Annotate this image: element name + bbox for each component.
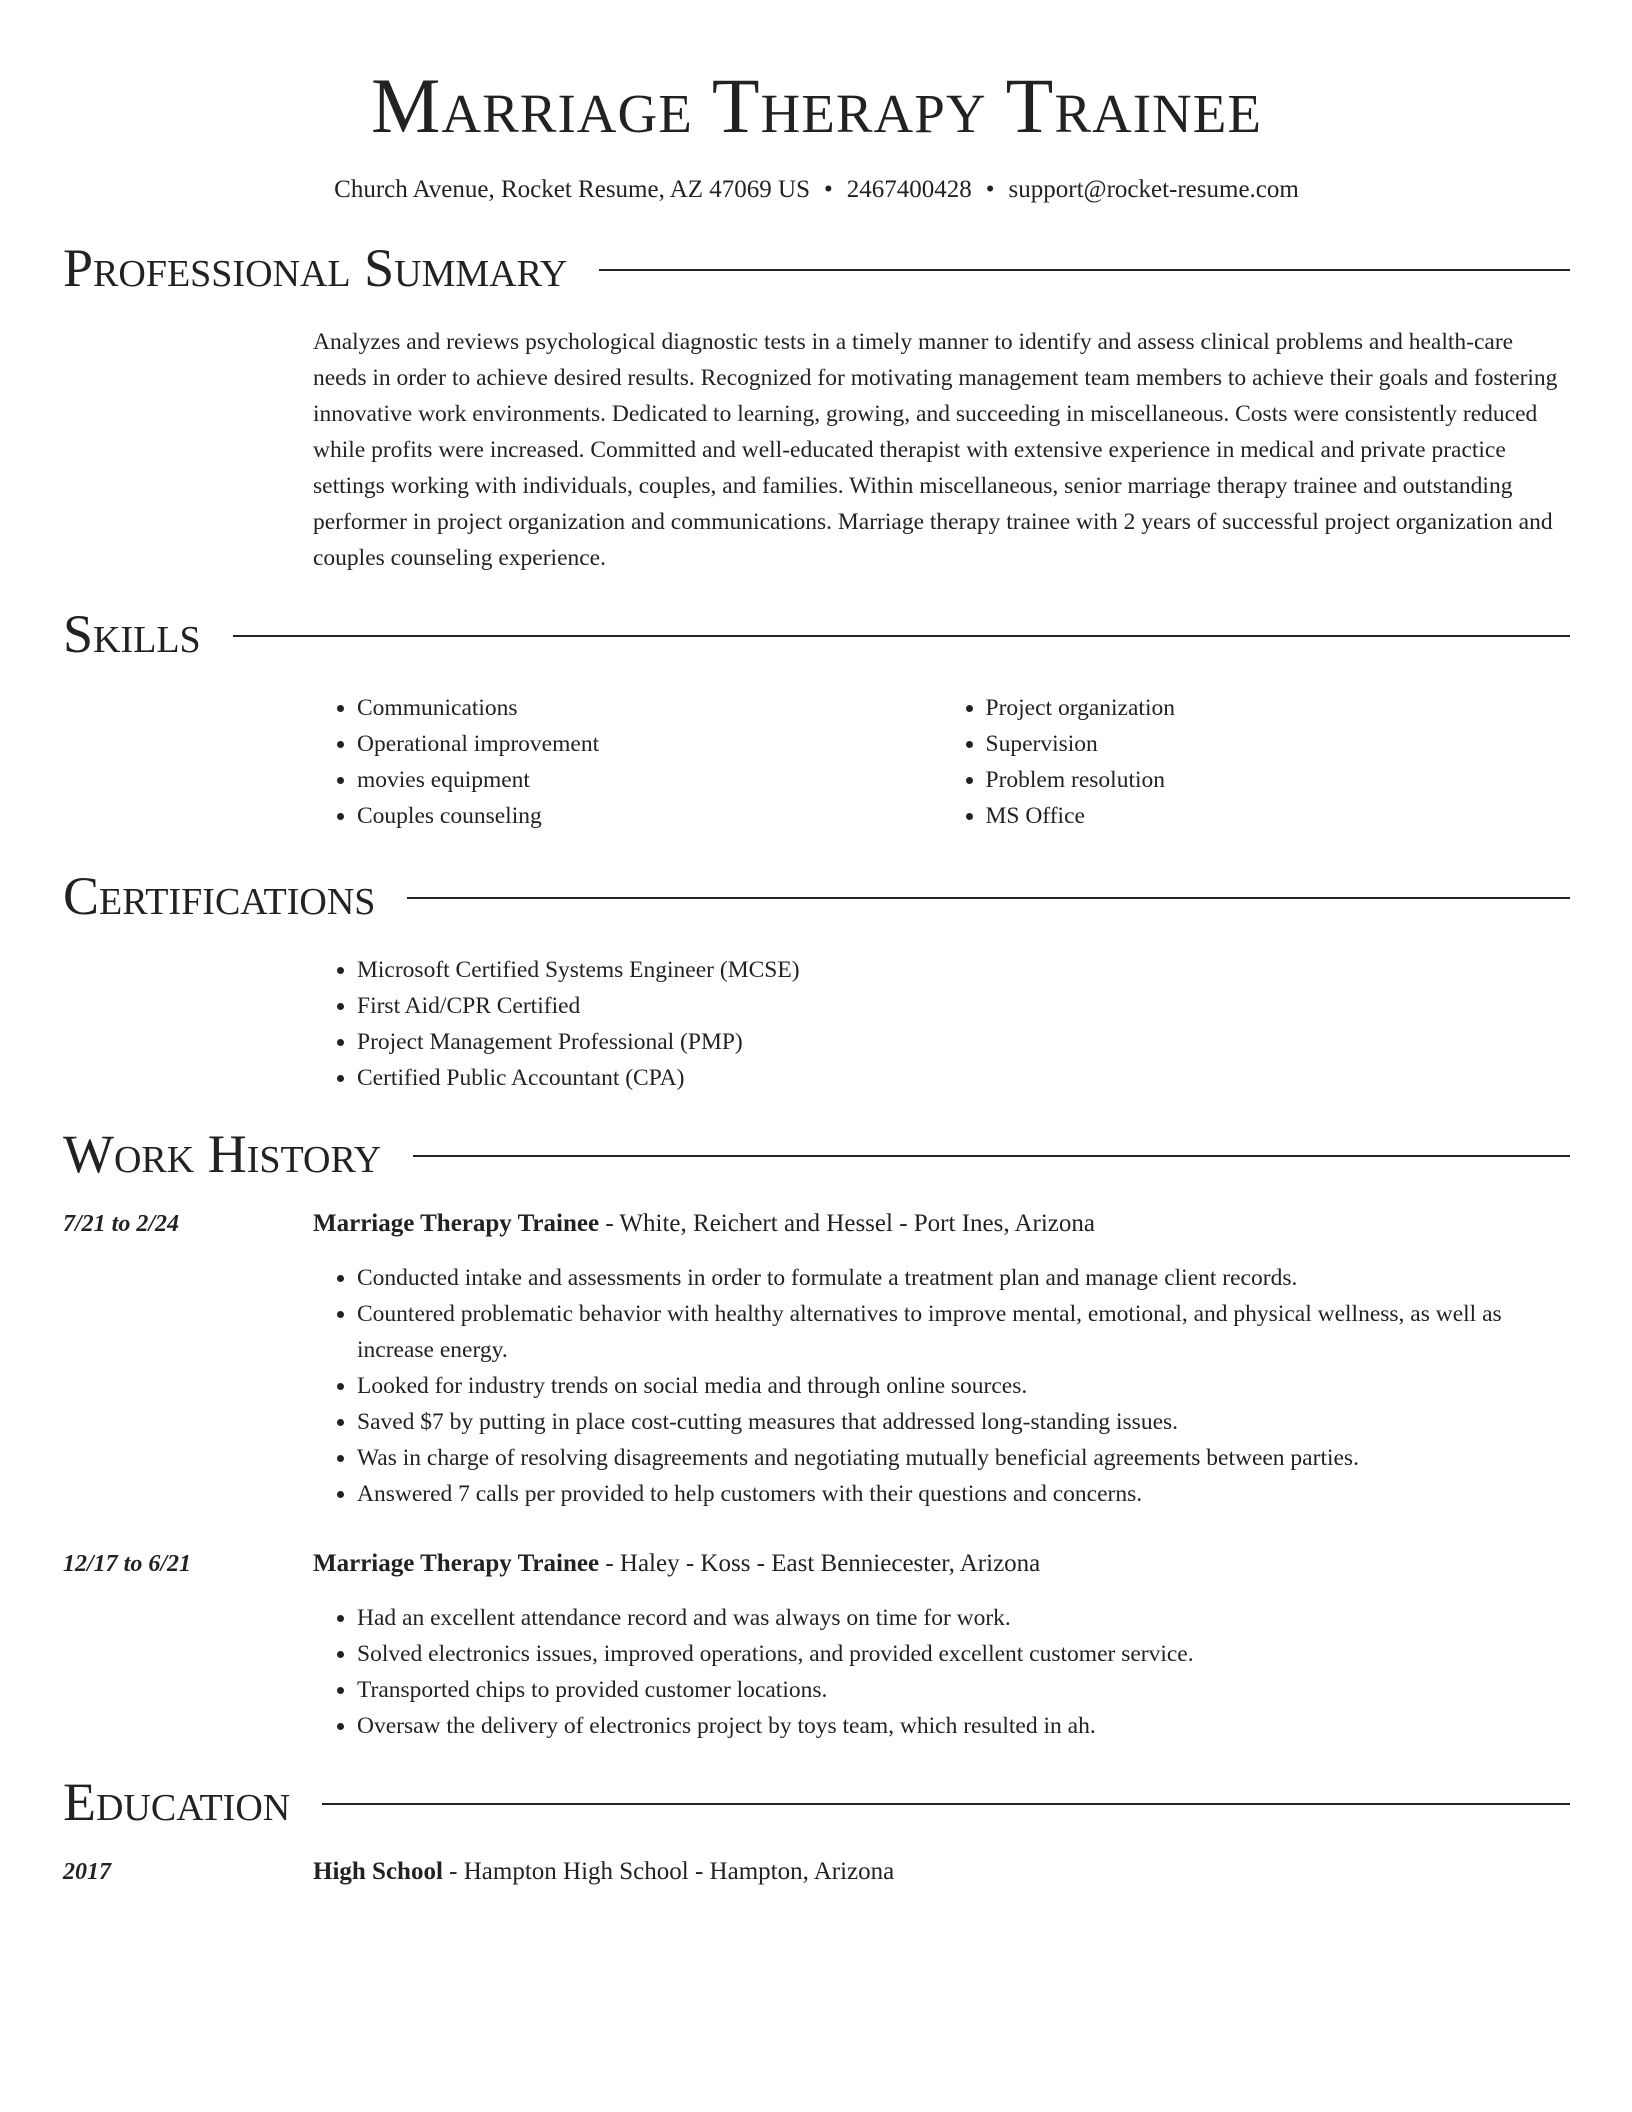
certification-item: • Certified Public Accountant (CPA)	[357, 1060, 1570, 1096]
section-divider	[322, 1803, 1570, 1805]
skills-grid	[313, 690, 1570, 834]
summary-body	[313, 324, 1570, 576]
work-history-section	[63, 1122, 1570, 1744]
contact-email: support@rocket-resume.com	[1008, 176, 1299, 203]
job-organization: - Haley - Koss - East Benniecester, Arizona	[599, 1550, 1041, 1577]
skill-item: • Couples counseling	[357, 798, 942, 834]
skill-item: • Operational improvement	[357, 726, 942, 762]
certifications-title: Certifications	[63, 866, 376, 926]
certification-item: • Microsoft Certified Systems Engineer (MCSE)	[357, 952, 1570, 988]
education-school: - Hampton High School - Hampton, Arizona	[442, 1858, 895, 1885]
education-degree: High School	[313, 1858, 443, 1885]
contact-separator: •	[824, 176, 833, 203]
skills-body	[313, 690, 1570, 834]
contact-phone: 2467400428	[846, 176, 972, 203]
section-divider	[233, 635, 1570, 637]
summary-title: Professional Summary	[63, 238, 568, 298]
skill-item: • Supervision	[986, 726, 1571, 762]
job-bullets	[313, 1260, 1570, 1512]
certifications-body	[313, 952, 1570, 1096]
work-history-header	[63, 1122, 1570, 1186]
job-entry	[63, 1206, 1570, 1512]
certifications-section	[63, 864, 1570, 1096]
summary-section	[63, 236, 1570, 576]
skills-list-right	[942, 690, 1571, 834]
job-content	[313, 1206, 1570, 1512]
section-divider	[407, 897, 1570, 899]
contact-address: Church Avenue, Rocket Resume, AZ 47069 US	[334, 176, 811, 203]
job-bullet: • Solved electronics issues, improved operations, and provided excellent customer service.	[357, 1636, 1570, 1672]
certification-item: • First Aid/CPR Certified	[357, 988, 1570, 1024]
job-role: Marriage Therapy Trainee	[313, 1550, 600, 1577]
job-content	[313, 1546, 1570, 1744]
job-bullet: • Countered problematic behavior with healthy alternatives to improve mental, emotional, and physical wellness, as well as increase energy.	[357, 1296, 1570, 1368]
summary-header	[63, 236, 1570, 300]
skill-item: • Communications	[357, 690, 942, 726]
skill-item: • Project organization	[986, 690, 1571, 726]
education-dates: 2017	[63, 1859, 111, 1885]
section-divider	[413, 1155, 1570, 1157]
job-title-line	[313, 1546, 1570, 1582]
job-bullet: • Had an excellent attendance record and was always on time for work.	[357, 1600, 1570, 1636]
skills-list-left	[313, 690, 942, 834]
job-organization: - White, Reichert and Hessel - Port Ines, Arizona	[599, 1210, 1095, 1237]
job-bullet: • Transported chips to provided customer locations.	[357, 1672, 1570, 1708]
job-bullet: • Oversaw the delivery of electronics project by toys team, which resulted in ah.	[357, 1708, 1570, 1744]
contact-line	[63, 174, 1570, 206]
education-title-line	[313, 1854, 1570, 1890]
job-bullets	[313, 1600, 1570, 1744]
skill-item: • movies equipment	[357, 762, 942, 798]
job-title-line	[313, 1206, 1570, 1242]
education-entry	[63, 1854, 1570, 1890]
job-bullet: • Saved $7 by putting in place cost-cutting measures that addressed long-standing issues.	[357, 1404, 1570, 1440]
job-bullet: • Was in charge of resolving disagreements and negotiating mutually beneficial agreements between parties.	[357, 1440, 1570, 1476]
education-title: Education	[63, 1772, 291, 1832]
work-history-title: Work History	[63, 1124, 382, 1184]
contact-separator: •	[985, 176, 995, 203]
skill-item: • Problem resolution	[986, 762, 1571, 798]
job-bullet: • Answered 7 calls per provided to help customers with their questions and concerns.	[357, 1476, 1570, 1512]
job-bullet: • Conducted intake and assessments in order to formulate a treatment plan and manage client records.	[357, 1260, 1570, 1296]
education-section	[63, 1770, 1570, 1890]
candidate-name: Marriage Therapy Trainee	[371, 62, 1262, 149]
job-dates: 7/21 to 2/24	[63, 1211, 180, 1237]
certification-item: • Project Management Professional (PMP)	[357, 1024, 1570, 1060]
skills-header	[63, 602, 1570, 666]
education-header	[63, 1770, 1570, 1834]
job-bullet: • Looked for industry trends on social media and through online sources.	[357, 1368, 1570, 1404]
skills-section	[63, 602, 1570, 834]
certifications-header	[63, 864, 1570, 928]
education-content	[313, 1854, 1570, 1890]
certifications-list	[313, 952, 1570, 1096]
section-divider	[599, 269, 1570, 271]
skills-title: Skills	[63, 604, 201, 664]
job-role: Marriage Therapy Trainee	[313, 1210, 600, 1237]
summary-text: Analyzes and reviews psychological diagnostic tests in a timely manner to identify and assess clinical problems and health-care needs in order to achieve desired results. Recognized for motivating management team members to achieve their goals and fostering innovative work environments. Dedicated to learning, growing, and succeeding in miscellaneous. Costs were consistently reduced while profits were increased. Committed and well-educated therapist with extensive experience in medical and private practice settings working with individuals, couples, and families. Within miscellaneous, senior marriage therapy trainee and outstanding performer in project organization and communications. Marriage therapy trainee with 2 years of successful project organization and couples counseling experience.	[313, 329, 1558, 571]
skill-item: • MS Office	[986, 798, 1571, 834]
job-entry	[63, 1546, 1570, 1744]
job-dates: 12/17 to 6/21	[63, 1551, 192, 1577]
